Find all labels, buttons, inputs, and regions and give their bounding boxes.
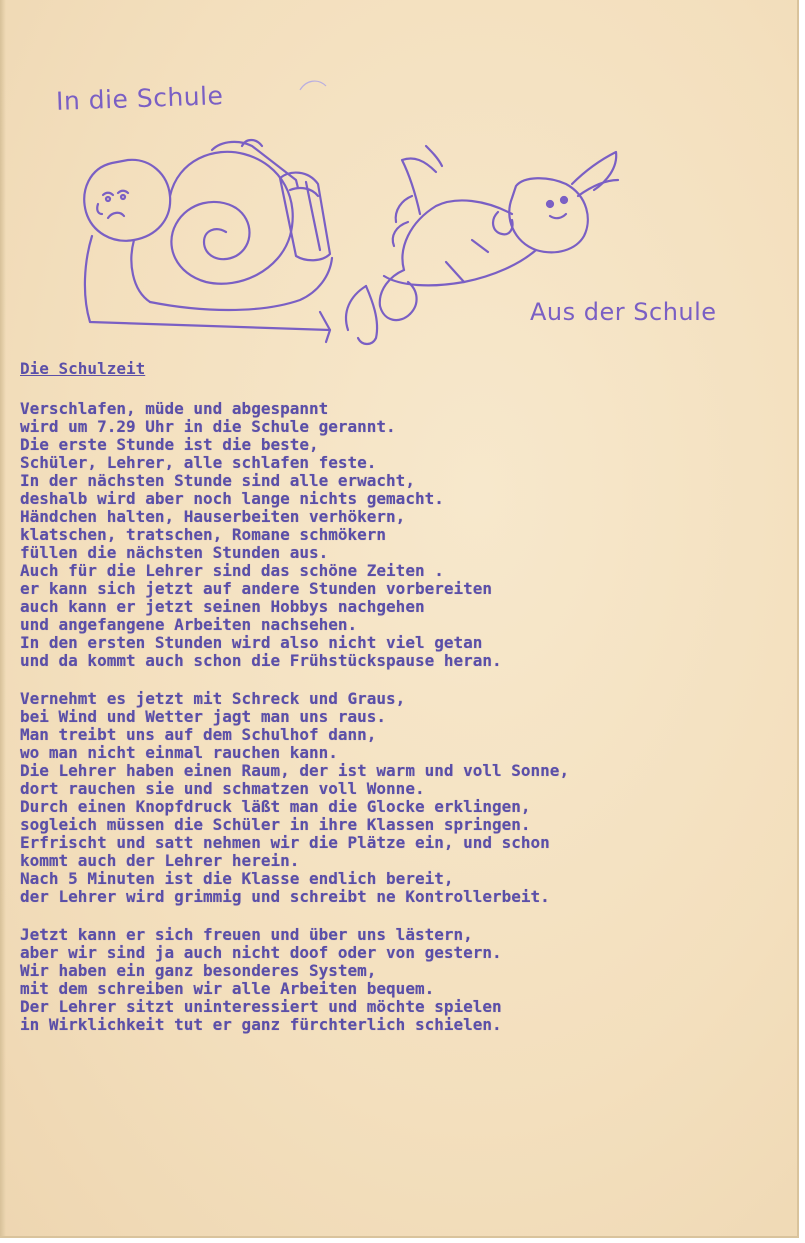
poem-line: sogleich müssen die Schüler in ihre Klassen springen. [20,815,531,834]
poem-line: Händchen halten, Hauserbeiten verhökern, [20,507,406,526]
poem-line: Schüler, Lehrer, alle schlafen feste. [20,453,377,472]
poem-line: und da kommt auch schon die Frühstückspause heran. [20,651,502,670]
poem-title: Die Schulzeit [20,359,146,378]
poem-line: Jetzt kann er sich freuen und über uns lästern, [20,925,473,944]
poem-line: Durch einen Knopfdruck läßt man die Glocke erklingen, [20,797,531,816]
stanza-2 [20,690,780,906]
poem-line: Vernehmt es jetzt mit Schreck und Graus, [20,689,406,708]
poem-line: und angefangene Arbeiten nachsehen. [20,615,358,634]
stanza-1 [20,400,780,670]
poem-line: Man treibt uns auf dem Schulhof dann, [20,725,377,744]
poem-line: Nach 5 Minuten ist die Klasse endlich bereit, [20,869,454,888]
poem-line: deshalb wird aber noch lange nichts gemacht. [20,489,444,508]
poem-line: aber wir sind ja auch nicht doof oder von gestern. [20,943,502,962]
poem-line: wird um 7.29 Uhr in die Schule gerannt. [20,417,396,436]
poem-line: Verschlafen, müde und abgespannt [20,399,329,418]
poem-line: Wir haben ein ganz besonderes System, [20,961,377,980]
poem-line: In der nächsten Stunde sind alle erwacht, [20,471,415,490]
poem [20,360,780,1054]
label-aus-der-schule: Aus der Schule [530,298,717,326]
poem-line: klatschen, tratschen, Romane schmökern [20,525,387,544]
poem-line: der Lehrer wird grimmig und schreibt ne Kontrollerbeit. [20,887,550,906]
label-in-die-schule: In die Schule [55,81,224,116]
poem-line: bei Wind und Wetter jagt man uns raus. [20,707,387,726]
poem-line: er kann sich jetzt auf andere Stunden vorbereiten [20,579,493,598]
poem-line: Auch für die Lehrer sind das schöne Zeiten . [20,561,444,580]
poem-line: füllen die nächsten Stunden aus. [20,543,329,562]
poem-line: Der Lehrer sitzt uninteressiert und möchte spielen [20,997,502,1016]
poem-line: in Wirklichkeit tut er ganz fürchterlich schielen. [20,1015,502,1034]
poem-line: In den ersten Stunden wird also nicht viel getan [20,633,483,652]
poem-line: auch kann er jetzt seinen Hobbys nachgehen [20,597,425,616]
poem-line: wo man nicht einmal rauchen kann. [20,743,338,762]
stanza-3 [20,926,780,1034]
poem-line: Erfrischt und satt nehmen wir die Plätze ein, und schon [20,833,550,852]
poem-line: dort rauchen sie und schmatzen voll Wonne. [20,779,425,798]
poem-line: mit dem schreiben wir alle Arbeiten bequem. [20,979,435,998]
poem-line: Die Lehrer haben einen Raum, der ist warm und voll Sonne, [20,761,570,780]
poem-line: kommt auch der Lehrer herein. [20,851,300,870]
snail-figure [84,140,332,342]
poem-line: Die erste Stunde ist die beste, [20,435,319,454]
